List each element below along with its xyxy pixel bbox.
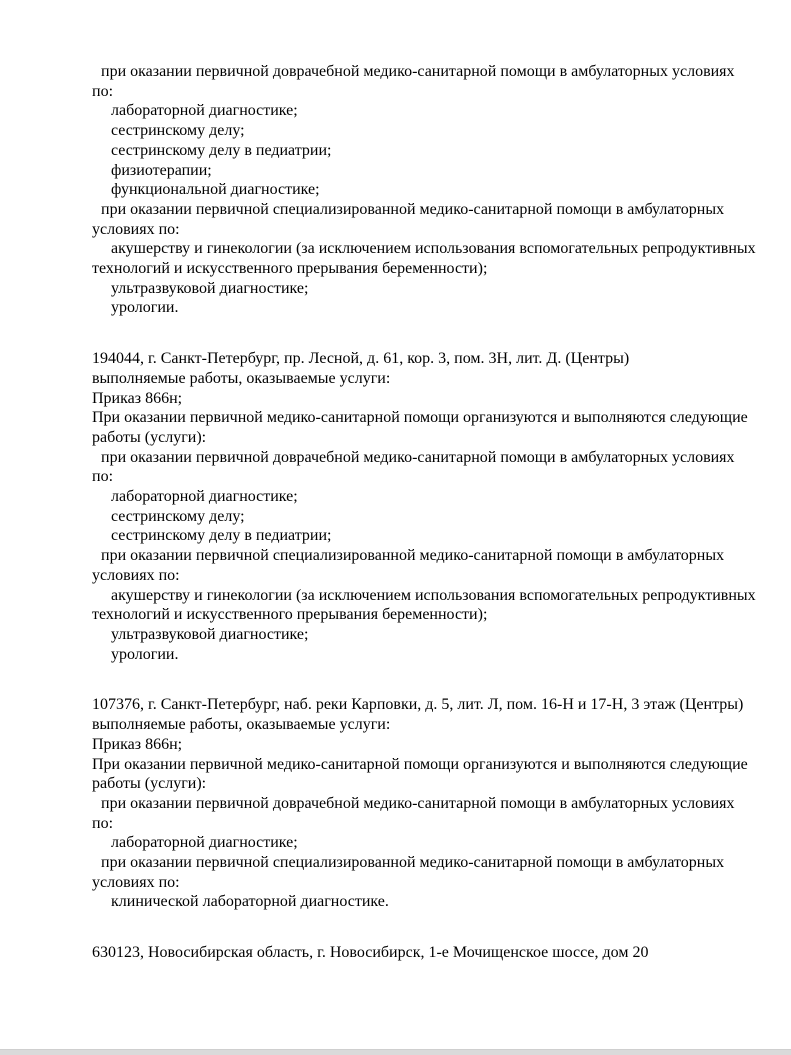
address-block-630123 — [92, 943, 761, 963]
document-line: условиях по: — [92, 873, 180, 891]
document-line: сестринскому делу; — [111, 507, 245, 525]
document-line: работы (услуги): — [92, 775, 207, 793]
document-line: При оказании первичной медико-санитарной помощи организуются и выполняются следующие — [92, 409, 748, 427]
document-line: урологии. — [111, 645, 179, 663]
document-line: при оказании первичной доврачебной медико-санитарной помощи в амбулаторных условиях — [101, 448, 735, 466]
document-line: Приказ 866н; — [92, 389, 183, 407]
document-line: при оказании первичной специализированной медико-санитарной помощи в амбулаторных — [101, 854, 725, 872]
document-line: акушерству и гинекологии (за исключением использования вспомогательных репродуктивных — [111, 586, 756, 604]
document-line: выполняемые работы, оказываемые услуги: — [92, 716, 391, 734]
document-line: технологий и искусственного прерывания беременности); — [92, 606, 488, 624]
document-line: по: — [92, 814, 114, 832]
address-block-194044 — [92, 349, 761, 664]
document-line: работы (услуги): — [92, 428, 207, 446]
document-line: ультразвуковой диагностике; — [111, 279, 309, 297]
document-line: при оказании первичной доврачебной медико-санитарной помощи в амбулаторных условиях — [101, 63, 735, 80]
document-line: условиях по: — [92, 220, 180, 238]
document-line: сестринскому делу в педиатрии; — [111, 527, 332, 545]
document-line: урологии. — [111, 299, 179, 317]
document-line: 194044, г. Санкт-Петербург, пр. Лесной, д. 61, кор. 3, пом. 3Н, лит. Д. (Центры) — [92, 350, 630, 368]
document-line: сестринскому делу; — [111, 122, 245, 140]
document-line: по: — [92, 82, 114, 100]
document-line: функциональной диагностике; — [111, 181, 320, 199]
document-line: выполняемые работы, оказываемые услуги: — [92, 369, 391, 387]
document-line: Приказ 866н; — [92, 735, 183, 753]
document-line: лабораторной диагностике; — [111, 102, 298, 120]
document-line: клинической лабораторной диагностике. — [111, 893, 389, 911]
document-line: лабораторной диагностике; — [111, 834, 298, 852]
license-works-continuation — [92, 62, 761, 318]
document-line: при оказании первичной специализированной медико-санитарной помощи в амбулаторных — [101, 547, 725, 565]
document-line: ультразвуковой диагностике; — [111, 625, 309, 643]
document-body — [92, 62, 761, 963]
address-block-107376 — [92, 695, 761, 912]
document-line: по: — [92, 468, 114, 486]
document-line: при оказании первичной специализированной медико-санитарной помощи в амбулаторных — [101, 200, 725, 218]
bottom-bar — [0, 1049, 791, 1055]
document-line: акушерству и гинекологии (за исключением использования вспомогательных репродуктивных — [111, 240, 756, 258]
document-line: При оказании первичной медико-санитарной помощи организуются и выполняются следующие — [92, 755, 748, 773]
document-line: лабораторной диагностике; — [111, 488, 298, 506]
document-line: физиотерапии; — [111, 161, 212, 179]
document-line: технологий и искусственного прерывания беременности); — [92, 260, 488, 278]
document-line: при оказании первичной доврачебной медико-санитарной помощи в амбулаторных условиях — [101, 794, 735, 812]
document-line: 107376, г. Санкт-Петербург, наб. реки Карповки, д. 5, лит. Л, пом. 16-Н и 17-Н, 3 этаж (Центры) — [92, 696, 744, 714]
document-line: 630123, Новосибирская область, г. Новосибирск, 1-е Мочищенское шоссе, дом 20 — [92, 944, 649, 962]
document-line: сестринскому делу в педиатрии; — [111, 141, 332, 159]
document-line: условиях по: — [92, 566, 180, 584]
